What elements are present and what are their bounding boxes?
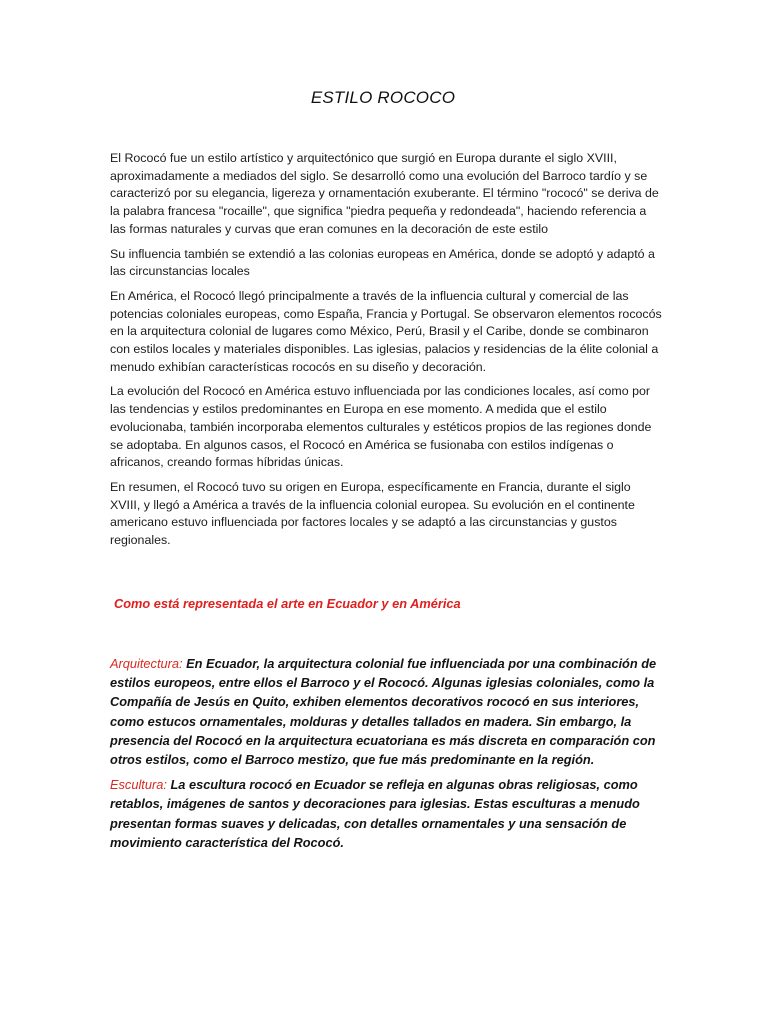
art-section-sculpture [110,775,662,852]
art-text: En Ecuador, la arquitectura colonial fue influenciada por una combinación de estilos europeos, entre ellos el Barroco y el Rococó. Algunas iglesias coloniales, como la Compañía de Jesús en Quito, exhiben elementos decorativos rococó en sus interiores, como estucos ornamentales, molduras y detalles tallados en madera. Sin embargo, la presencia del Rococó en la arquitectura ecuatoriana es más discreta en comparación con otros estilos, como el Barroco mestizo, que fue más predominante en la región. [110,656,657,768]
paragraph: Su influencia también se extendió a las colonias europeas en América, donde se adoptó y adaptó a las circunstancias locales [110,246,655,279]
art-term: Escultura: [110,777,167,793]
paragraph: En resumen, el Rococó tuvo su origen en Europa, específicamente en Francia, durante el siglo XVIII, y llegó a América a través de la influencia colonial europea. Su evolución en el continente americano estuvo influenciada por factores locales y se adaptó a las circunstancias y gustos regionales. [110,479,635,548]
paragraph: El Rococó fue un estilo artístico y arquitectónico que surgió en Europa durante el siglo XVIII, aproximadamente a mediados del siglo. Se desarrolló como una evolución del Barroco tardío y se caracterizó por su elegancia, ligereza y ornamentación exuberante. El término "rococó" se deriva de la palabra francesa "rocaille", que significa "piedra pequeña y redondeada", haciendo referencia a las formas naturales y curvas que eran comunes en la decoración de este estilo [110,151,659,236]
art-term: Arquitectura: [110,656,183,671]
paragraph: En América, el Rococó llegó principalmente a través de la influencia cultural y comercial de las potencias coloniales europeas, como España, Francia y Portugal. Se observaron elementos rococós en la arquitectura colonial de lugares como México, Perú, Brasil y el Caribe, donde se combinaron con estilos locales y materiales disponibles. Las iglesias, palacios y residencias de la élite colonial a menudo exhibían características rococós en su diseño y decoración. [110,288,662,374]
intro-body [110,150,662,557]
paragraph: La evolución del Rococó en América estuvo influenciada por las condiciones locales, así como por las tendencias y estilos predominantes en Europa en ese momento. A medida que el estilo evolucionaba, también incorporaba elementos culturales y estéticos propios de las regiones donde se adoptaba. En algunos casos, el Rococó en América se fusionaba con estilos indígenas o africanos, creando formas híbridas únicas. [110,384,652,470]
art-sections [110,654,662,858]
section-heading: Como está representada el arte en Ecuador y en América [114,596,461,611]
document-title: ESTILO ROCOCO [310,88,456,107]
art-text: La escultura rococó en Ecuador se refleja en algunas obras religiosas, como retablos, imágenes de santos y decoraciones para iglesias. Estas esculturas a menudo presentan formas suaves y delicadas, con detalles ornamentales y una sensación de movimiento característica del Rococó. [110,777,640,850]
art-section-architecture [110,654,662,769]
